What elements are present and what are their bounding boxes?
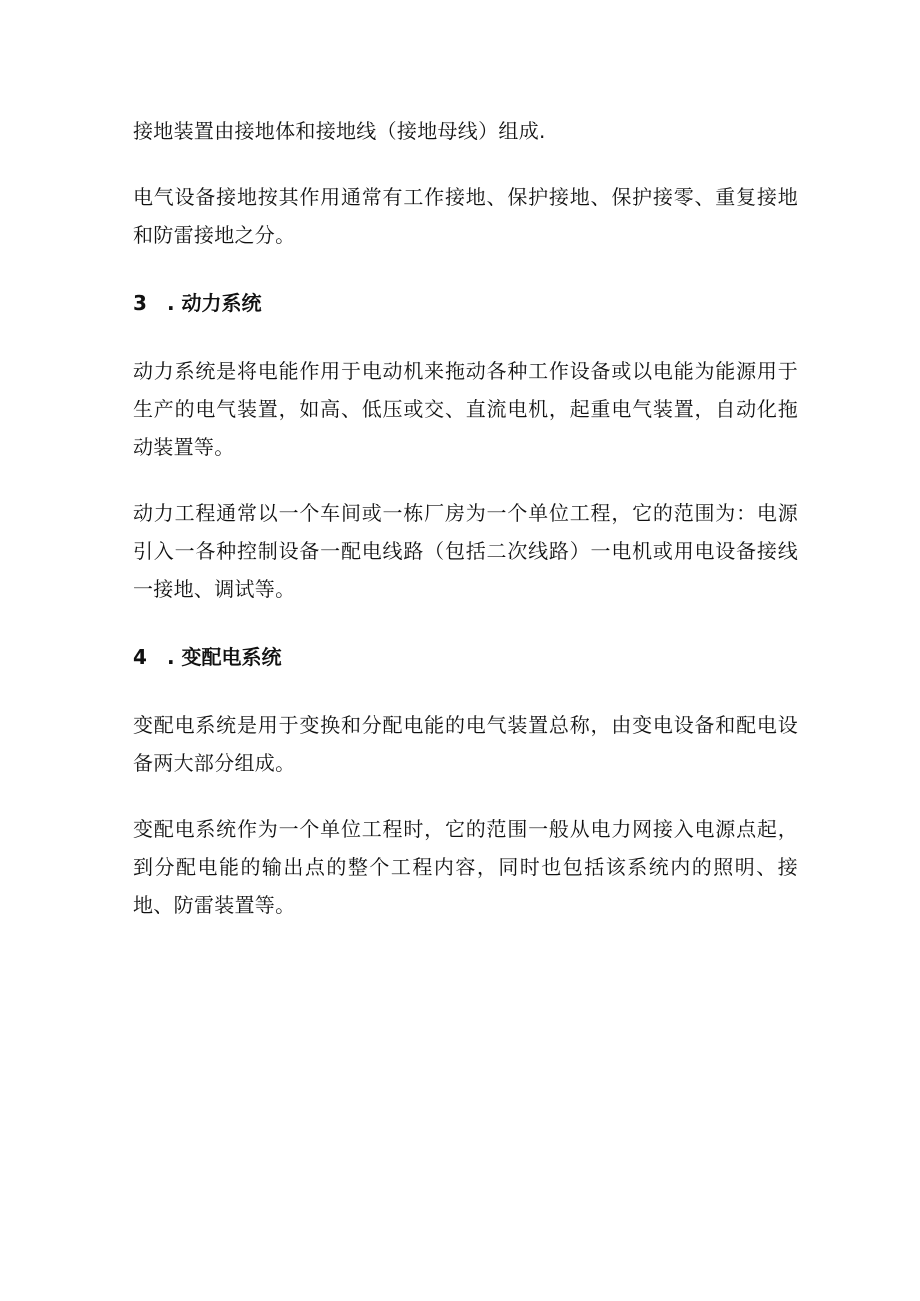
section-number: 3 [133, 291, 147, 315]
paragraph-power-engineering-scope: 动力工程通常以一个车间或一栋厂房为一个单位工程，它的范围为：电源引入一各种控制设备一配电线路（包括二次线路）一电机或用电设备接线一接地、调试等。 [133, 501, 798, 601]
paragraph-grounding-types: 电气设备接地按其作用通常有工作接地、保护接地、保护接零、重复接地和防雷接地之分。 [133, 185, 798, 247]
paragraph-grounding-composition: 接地装置由接地体和接地线（接地母线）组成. [133, 119, 546, 143]
section-heading-substation-system [133, 638, 798, 676]
section-title: . 变配电系统 [167, 645, 282, 669]
section-number: 4 [133, 645, 147, 669]
paragraph-power-system-definition: 动力系统是将电能作用于电动机来拖动各种工作设备或以电能为能源用于生产的电气装置，如高、低压或交、直流电机，起重电气装置，自动化拖动装置等。 [133, 359, 798, 459]
paragraph-substation-scope: 变配电系统作为一个单位工程时，它的范围一般从电力网接入电源点起，到分配电能的输出点的整个工程内容，同时也包括该系统内的照明、接地、防雷装置等。 [133, 817, 798, 917]
section-title: . 动力系统 [167, 291, 262, 315]
section-heading-power-system [133, 284, 798, 322]
paragraph-substation-definition: 变配电系统是用于变换和分配电能的电气装置总称，由变电设备和配电设备两大部分组成。 [133, 713, 798, 775]
document-page [133, 112, 798, 924]
